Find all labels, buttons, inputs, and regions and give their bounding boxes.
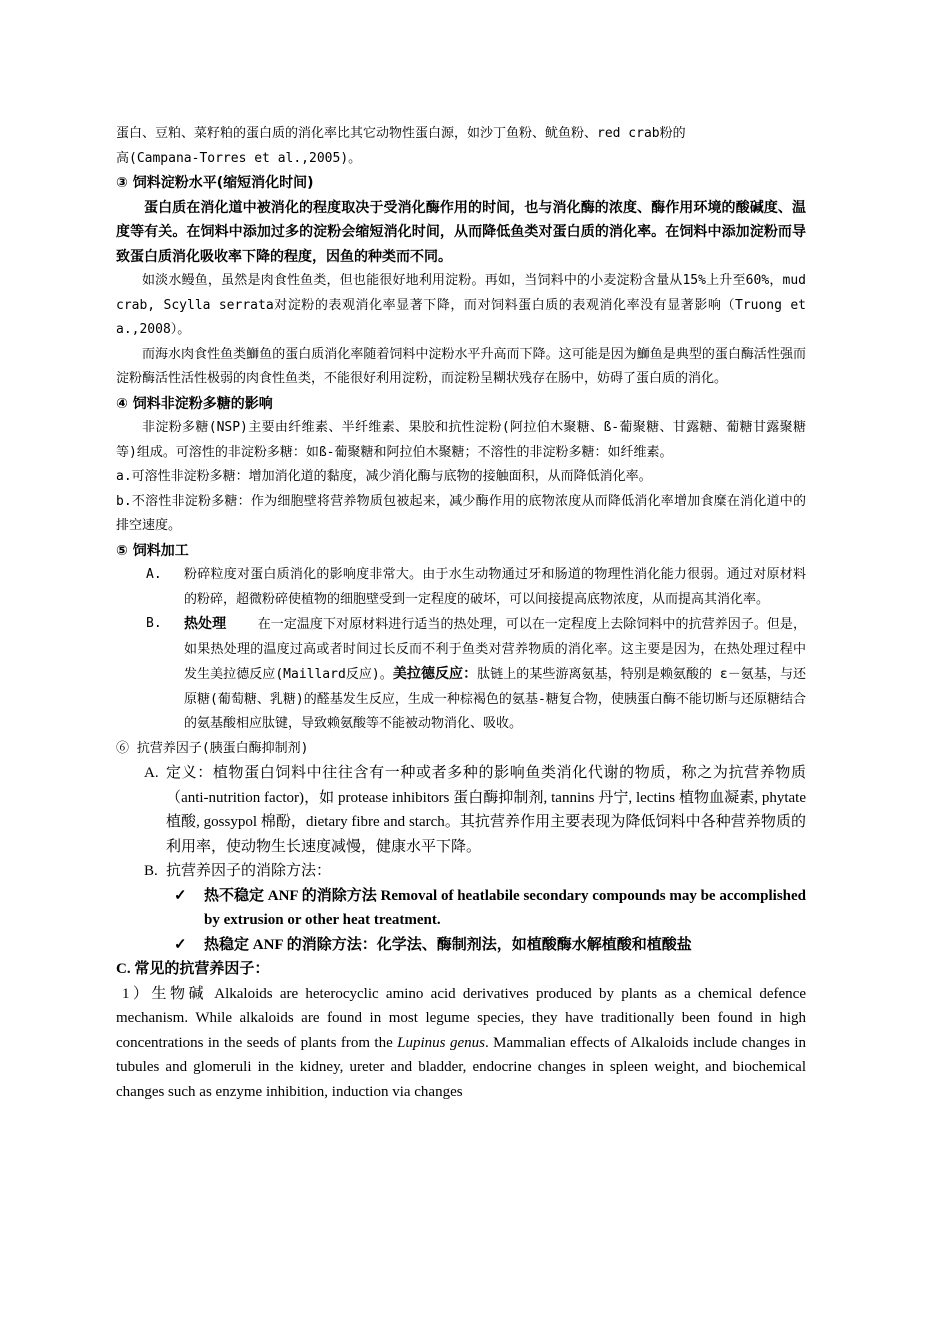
paragraph-line: 蛋白、豆粕、菜籽粕的蛋白质的消化率比其它动物性蛋白源，如沙丁鱼粉、鱿鱼粉、red crab粉的 bbox=[116, 126, 686, 141]
alkaloids-text-end: . Mammalian effects of Alkaloids include changes in tubules and glomeruli in the kidney, ureter and bladder, endocrine changes in spleen weight, and biochemical changes such as enzyme inhibition, induction via changes bbox=[116, 1034, 806, 1100]
maillard-title: 美拉德反应： bbox=[392, 666, 478, 682]
anf-item-a bbox=[116, 761, 806, 859]
section-heading-5: ⑤ 饲料加工 bbox=[116, 542, 189, 559]
item-text: 粉碎粒度对蛋白质消化的影响度非常大。由于水生动物通过牙和肠道的物理性消化能力很弱。通过对原材料的粉碎，超微粉碎使植物的细胞壁受到一定程度的破坏，可以间接提高底物浓度，从而提高其消化率。 bbox=[184, 567, 806, 607]
anf-item-b bbox=[116, 859, 806, 884]
item-text: 定义：植物蛋白饲料中往往含有一种或者多种的影响鱼类消化代谢的物质，称之为抗营养物质（anti-nutrition factor)，如 protease inhibitors 蛋白酶抑制剂, tannins 丹宁, lectins 植物血凝素, phytate 植酸, gossypol 棉酚，dietary fibre and starch。其抗营养作用主要表现为降低饲料中各种营养物质的利用率，使动物生长速度减慢，健康水平下降。 bbox=[166, 765, 806, 855]
nsp-insoluble: b.不溶性非淀粉多糖：作为细胞壁将营养物质包被起来，减少酶作用的底物浓度从而降低消化率增加食糜在消化道中的排空速度。 bbox=[116, 493, 806, 533]
processing-item-b bbox=[116, 612, 806, 737]
check-text: 热稳定 ANF 的消除方法：化学法、酶制剂法，如植酸酶水解植酸和植酸盐 bbox=[204, 936, 692, 953]
yellowtail-paragraph: 而海水肉食性鱼类鰤鱼的蛋白质消化率随着饲料中淀粉水平升高而下降。这可能是因为鰤鱼是典型的蛋白酶活性强而淀粉酶活性活性极弱的肉食性鱼类，不能很好利用淀粉，而淀粉呈糊状残存在肠中，妨碍了蛋白质的消化。 bbox=[116, 346, 806, 386]
item-text: 抗营养因子的消除方法： bbox=[166, 863, 332, 879]
section-heading-c: C. 常见的抗营养因子： bbox=[116, 961, 270, 977]
heat-treatment-text: 在一定温度下对原材料进行适当的热处理，可以在一定程度上去除饲料中的抗营养因子。但是，如果热处理的温度过高或者时间过长反而不利于鱼类对营养物质的消化率。这主要是因为，在热处理过程中发生美拉德反应(Maillard反应)。 bbox=[184, 617, 806, 682]
section-heading-4: ④ 饲料非淀粉多糖的影响 bbox=[116, 395, 273, 412]
processing-item-a bbox=[116, 563, 806, 612]
item-text bbox=[184, 612, 806, 737]
eel-paragraph: 如淡水鳗鱼，虽然是肉食性鱼类，但也能很好地利用淀粉。再如，当饲料中的小麦淀粉含量从15%上升至60%，mud crab, Scylla serrata对淀粉的表观消化率显著下降，而对饲料蛋白质的表观消化率没有显著影响（Truong et a.,2008）。 bbox=[116, 273, 806, 337]
check-text: 热不稳定 ANF 的消除方法 Removal of heatlabile secondary compounds may be accomplished by extrusion or other heat treatment. bbox=[204, 887, 806, 928]
paragraph-line: 高(Campana-Torres et al.,2005)。 bbox=[116, 150, 362, 166]
section-heading-6: ⑥ 抗营养因子(胰蛋白酶抑制剂) bbox=[116, 740, 309, 756]
check-icon: ✓ bbox=[174, 936, 187, 953]
check-icon: ✓ bbox=[174, 887, 187, 904]
check-item bbox=[116, 933, 806, 958]
lupinus-genus: Lupinus genus bbox=[397, 1034, 485, 1051]
document-page bbox=[116, 122, 806, 1104]
check-item bbox=[116, 884, 806, 933]
item-label: A. bbox=[146, 567, 162, 582]
maillard-text: 肽链上的某些游离氨基，特别是赖氨酸的 ε－氨基，与还原糖(葡萄糖、乳糖)的醛基发生反应，生成一种棕褐色的氨基-糖复合物，使胰蛋白酶不能切断与还原糖结合的氨基酸相应肽键，导致赖氨酸等不能被动物消化、吸收。 bbox=[184, 667, 806, 731]
section-heading-3: ③ 饲料淀粉水平(缩短消化时间) bbox=[116, 175, 314, 191]
item-label: B. bbox=[146, 616, 162, 631]
nsp-paragraph: 非淀粉多糖(NSP)主要由纤维素、半纤维素、果胶和抗性淀粉(阿拉伯木聚糖、ß-葡聚糖、甘露糖、葡糖甘露聚糖等)组成。可溶性的非淀粉多糖：如ß-葡聚糖和阿拉伯木聚糖；不溶性的非淀粉多糖：如纤维素。 bbox=[116, 420, 806, 460]
alkaloids-paragraph bbox=[116, 982, 806, 1105]
item-label: B. bbox=[144, 863, 158, 879]
item-label: A. bbox=[144, 765, 159, 781]
bold-paragraph: 蛋白质在消化道中被消化的程度取决于受消化酶作用的时间，也与消化酶的浓度、酶作用环境的酸碱度、温度等有关。在饲料中添加过多的淀粉会缩短消化时间，从而降低鱼类对蛋白质的消化率。在饲料中添加淀粉而导致蛋白质消化吸收率下降的程度，因鱼的种类而不同。 bbox=[116, 199, 806, 265]
alkaloids-text: 1）生物碱 Alkaloids are heterocyclic amino acid derivatives produced by plants as a chemical defence mechanism. While alkaloids are found in most legume species, they have traditionally been found in high concentrations in the seeds of plants from the bbox=[116, 985, 806, 1051]
nsp-soluble: a.可溶性非淀粉多糖：增加消化道的黏度，减少消化酶与底物的接触面积，从而降低消化率。 bbox=[116, 469, 652, 484]
heat-treatment-title: 热处理 bbox=[184, 616, 227, 632]
paragraph-continuation bbox=[116, 122, 806, 171]
